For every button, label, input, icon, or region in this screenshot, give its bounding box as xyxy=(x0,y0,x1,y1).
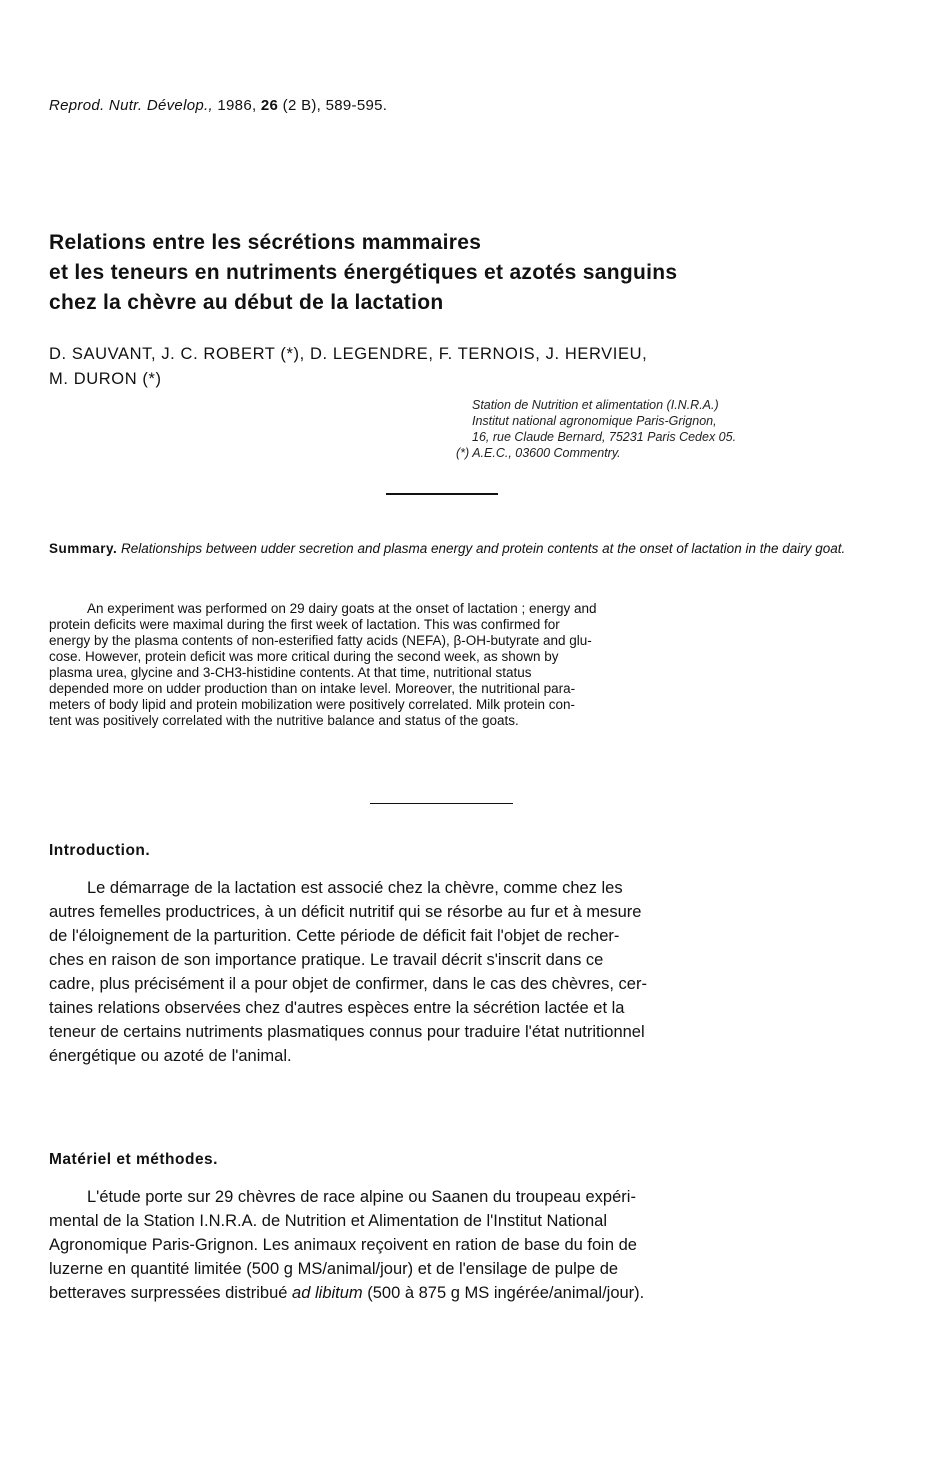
abstract-line: An experiment was performed on 29 dairy goats at the onset of lactation ; energy and xyxy=(87,601,597,616)
authors-line: M. DURON (*) xyxy=(49,370,162,388)
affiliation-line: Institut national agronomique Paris-Grignon, xyxy=(472,414,717,428)
volume: 26 xyxy=(260,97,279,114)
year: 1986, xyxy=(217,97,257,114)
abstract-line: tent was positively correlated with the nutritive balance and status of the goats. xyxy=(49,713,519,728)
abstract-line: cose. However, protein deficit was more critical during the second week, as shown by xyxy=(49,649,559,664)
affiliation xyxy=(456,397,737,461)
introduction-heading: Introduction. xyxy=(49,842,151,859)
affiliation-line: 16, rue Claude Bernard, 75231 Paris Cedex 05. xyxy=(472,430,737,444)
article-title xyxy=(49,228,899,318)
header-divider xyxy=(386,493,498,495)
abstract-line: protein deficits were maximal during the first week of lactation. This was confirmed for xyxy=(49,617,560,632)
title-line: et les teneurs en nutriments énergétiques et azotés sanguins xyxy=(49,261,678,284)
body-line: ches en raison de son importance pratique. Le travail décrit s'inscrit dans ce xyxy=(49,951,604,969)
body-line: cadre, plus précisément il a pour objet de confirmer, dans le cas des chèvres, cer- xyxy=(49,975,647,993)
body-line: L'étude porte sur 29 chèvres de race alpine ou Saanen du troupeau expéri- xyxy=(87,1188,636,1206)
introduction-body xyxy=(49,876,849,1068)
summary-title: Relationships between udder secretion and plasma energy and protein contents at the onset of lactation in the dairy goat. xyxy=(121,541,846,556)
body-line: énergétique ou azoté de l'animal. xyxy=(49,1047,292,1065)
journal-name: Reprod. Nutr. Dévelop., xyxy=(49,97,213,114)
methods-body xyxy=(49,1185,849,1305)
body-line: luzerne en quantité limitée (500 g MS/animal/jour) et de l'ensilage de pulpe de xyxy=(49,1260,619,1278)
title-line: chez la chèvre au début de la lactation xyxy=(49,291,444,314)
body-line: de l'éloignement de la parturition. Cette période de déficit fait l'objet de recher- xyxy=(49,927,620,945)
summary xyxy=(49,540,849,557)
affiliation-line: (*) A.E.C., 03600 Commentry. xyxy=(456,446,621,460)
body-line: taines relations observées chez d'autres espèces entre la sécrétion lactée et la xyxy=(49,999,625,1017)
authors-line: D. SAUVANT, J. C. ROBERT (*), D. LEGENDRE, F. TERNOIS, J. HERVIEU, xyxy=(49,345,648,363)
body-line: Le démarrage de la lactation est associé chez la chèvre, comme chez les xyxy=(87,879,623,897)
body-text: betteraves surpressées distribué xyxy=(49,1284,293,1302)
body-text-italic: ad libitum xyxy=(292,1284,363,1302)
abstract-line: depended more on udder production than on intake level. Moreover, the nutritional para- xyxy=(49,681,576,696)
title-line: Relations entre les sécrétions mammaires xyxy=(49,231,482,254)
abstract-line: meters of body lipid and protein mobilization were positively correlated. Milk protein con- xyxy=(49,697,575,712)
body-line: teneur de certains nutriments plasmatiques connus pour traduire l'état nutritionnel xyxy=(49,1023,645,1041)
body-line: Agronomique Paris-Grignon. Les animaux reçoivent en ration de base du foin de xyxy=(49,1236,637,1254)
abstract-line: energy by the plasma contents of non-esterified fatty acids (NEFA), β-OH-butyrate and glu- xyxy=(49,633,592,648)
authors xyxy=(49,342,647,392)
body-line: mental de la Station I.N.R.A. de Nutrition et Alimentation de l'Institut National xyxy=(49,1212,608,1230)
body-line xyxy=(49,1281,849,1305)
methods-heading: Matériel et méthodes. xyxy=(49,1151,218,1168)
abstract xyxy=(49,601,839,729)
citation xyxy=(49,97,387,114)
summary-label: Summary. xyxy=(49,541,118,556)
abstract-divider xyxy=(370,803,513,804)
body-text: (500 à 875 g MS ingérée/animal/jour). xyxy=(362,1284,645,1302)
body-line: autres femelles productrices, à un déficit nutritif qui se résorbe au fur et à mesure xyxy=(49,903,642,921)
abstract-line: plasma urea, glycine and 3-CH3-histidine contents. At that time, nutritional status xyxy=(49,665,532,680)
affiliation-line: Station de Nutrition et alimentation (I.N.R.A.) xyxy=(472,398,719,412)
issue-pages: (2 B), 589-595. xyxy=(282,97,388,114)
